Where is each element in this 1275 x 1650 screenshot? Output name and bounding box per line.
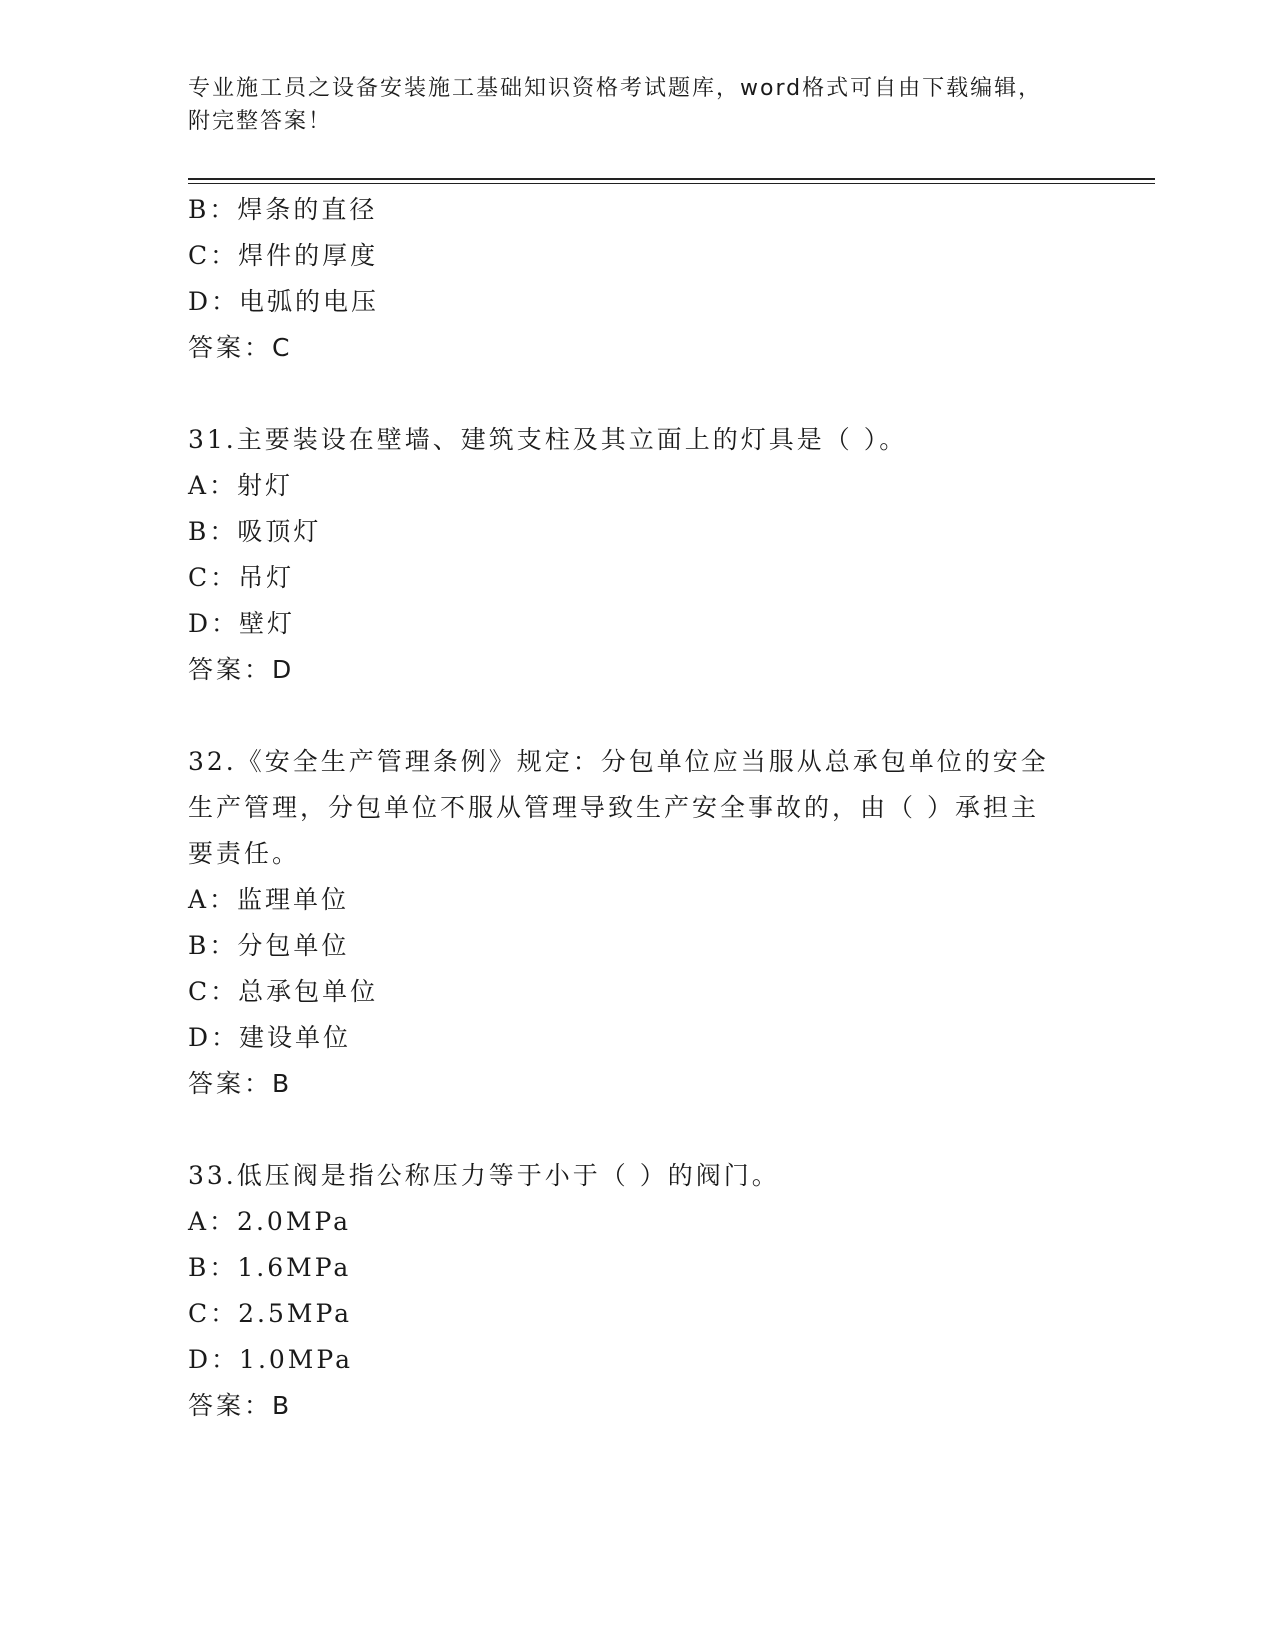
header-line-1: 专业施工员之设备安装施工基础知识资格考试题库，word格式可自由下载编辑， [188, 76, 1043, 101]
question-stem: 31.主要装设在壁墙、建筑支柱及其立面上的灯具是（ ）。 [188, 425, 908, 454]
answer: 答案：B [188, 1069, 293, 1098]
header-line-2: 附完整答案！ [188, 109, 333, 134]
option-b: B：分包单位 [188, 931, 350, 960]
option-d: D：1.0MPa [188, 1345, 354, 1374]
option-c: C：焊件的厚度 [188, 241, 379, 270]
option-d: D：电弧的电压 [188, 287, 380, 316]
question-list [188, 187, 1088, 1429]
question-33 [188, 1153, 1088, 1429]
question-31 [188, 417, 1088, 693]
question-stem-line-1: 32.《安全生产管理条例》规定：分包单位应当服从总承包单位的安全 [188, 747, 1049, 776]
option-a: A：监理单位 [188, 885, 350, 914]
answer: 答案：B [188, 1391, 293, 1420]
document-header [188, 72, 1088, 138]
option-b: B：吸顶灯 [188, 517, 322, 546]
answer: 答案：D [188, 655, 295, 684]
option-c: C：2.5MPa [188, 1299, 353, 1328]
option-b: B：1.6MPa [188, 1253, 352, 1282]
option-d: D：壁灯 [188, 609, 296, 638]
header-rule-thick [188, 178, 1155, 180]
option-a: A：2.0MPa [188, 1207, 352, 1236]
question-30 [188, 187, 1088, 371]
answer: 答案：C [188, 333, 293, 362]
option-d: D：建设单位 [188, 1023, 352, 1052]
question-stem-line-2: 生产管理，分包单位不服从管理导致生产安全事故的，由（ ）承担主 [188, 793, 1039, 822]
option-c: C：总承包单位 [188, 977, 379, 1006]
option-b: B：焊条的直径 [188, 195, 378, 224]
header-rule-thin [188, 183, 1155, 184]
question-32 [188, 739, 1088, 1107]
option-c: C：吊灯 [188, 563, 295, 592]
question-stem-line-3: 要责任。 [188, 839, 301, 868]
question-stem: 33.低压阀是指公称压力等于小于（ ）的阀门。 [188, 1161, 780, 1190]
option-a: A：射灯 [188, 471, 294, 500]
